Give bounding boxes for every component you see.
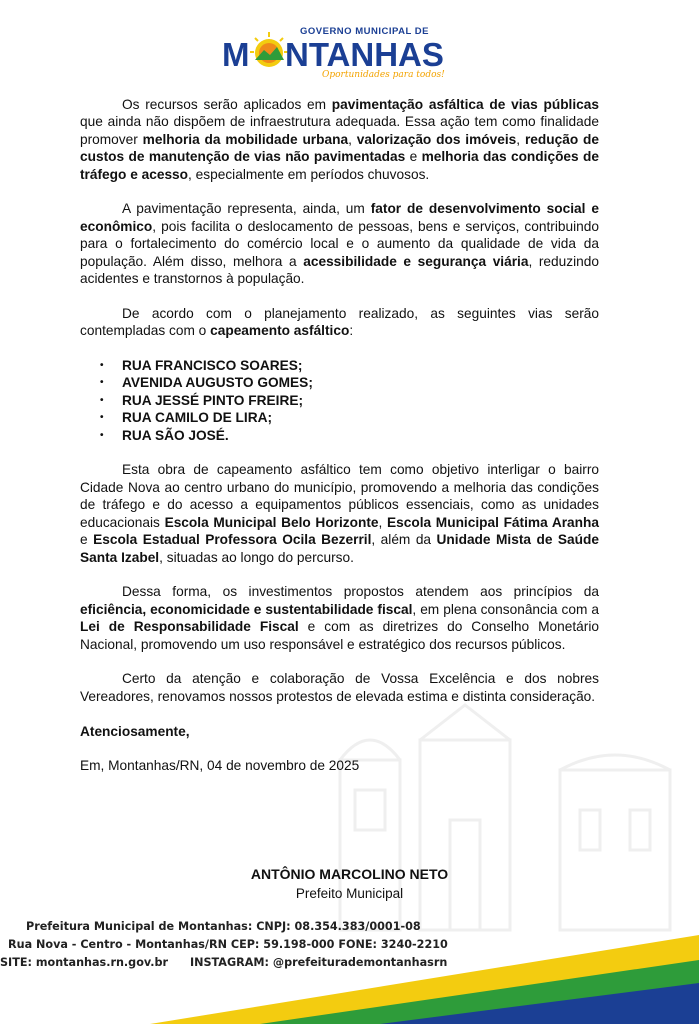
- text-run: , especialmente em períodos chuvosos.: [188, 166, 430, 182]
- bold-text: acessibilidade e segurança viária: [303, 253, 529, 269]
- municipal-logo: [222, 22, 454, 80]
- logo-slogan: Oportunidades para todos!: [322, 70, 445, 80]
- text-run: ,: [516, 131, 525, 147]
- list-item: • RUA FRANCISCO SOARES;: [100, 357, 599, 374]
- signatory-role: Prefeito Municipal: [295, 886, 404, 901]
- footer-instagram-link[interactable]: INSTAGRAM: @prefeiturademontanhasrn: [189, 956, 448, 969]
- text-run: que ainda não dispõem de infraestrutura adequada. Essa ação tem como finalidade promover: [80, 114, 599, 147]
- bold-text: Escola Municipal Belo Horizonte: [164, 514, 379, 530]
- bold-text: valorização dos imóveis: [356, 131, 517, 147]
- list-item: • RUA JESSÉ PINTO FREIRE;: [100, 392, 599, 409]
- signatory-name: ANTÔNIO MARCOLINO NETO: [250, 866, 449, 882]
- text-run: , pois facilita o deslocamento de pessoas, bens e serviços, contribuindo para o fortalecimento do comércio local e o aumento da qualidade de vida da população. Além disso, melhora a: [80, 218, 599, 269]
- text-run: :: [349, 323, 354, 339]
- bold-text: Escola Municipal Fátima Aranha: [387, 514, 599, 530]
- paragraph-1: [80, 96, 599, 183]
- text-run: Dessa forma, os investimentos propostos atendem aos princípios da: [122, 584, 599, 600]
- text-run: , em plena consonância com a: [412, 601, 599, 617]
- text-run: De acordo com o planejamento realizado, as seguintes vias serão contempladas com o: [80, 305, 599, 339]
- closing-greeting: Atenciosamente,: [80, 723, 190, 739]
- footer-address: Rua Nova - Centro - Montanhas/RN CEP: 59.198-000 FONE: 3240-2210: [8, 938, 448, 951]
- list-item: • RUA CAMILO DE LIRA;: [100, 409, 599, 426]
- text-run: A pavimentação representa, ainda, um: [122, 201, 371, 217]
- bold-text: Escola Estadual Professora Ocila Bezerril: [93, 532, 372, 548]
- bold-text: Unidade Mista de Saúde Santa Izabel: [80, 532, 599, 565]
- text-run: , situadas ao longo do percurso.: [159, 549, 354, 565]
- bold-text: redução de custos de manutenção de vias não pavimentadas: [80, 131, 599, 165]
- logo-name-m: M: [222, 36, 250, 73]
- paragraph-5: [80, 583, 599, 653]
- text-run: Os recursos serão aplicados em: [122, 97, 332, 112]
- sun-mountain-icon: [250, 32, 288, 67]
- footer-site-link[interactable]: SITE: montanhas.rn.gov.br: [0, 956, 169, 969]
- list-item: • AVENIDA AUGUSTO GOMES;: [100, 374, 599, 391]
- text-run: , além da: [371, 532, 437, 548]
- text-run: e: [405, 149, 422, 165]
- text-run: ,: [348, 131, 357, 147]
- street-list: [80, 357, 599, 444]
- footer-cnpj: Prefeitura Municipal de Montanhas: CNPJ: 08.354.383/0001-08: [26, 920, 421, 933]
- paragraph-3: [80, 305, 599, 340]
- logo-name-rest: NTANHAS: [285, 36, 444, 73]
- bold-text: capeamento asfáltico: [210, 323, 350, 339]
- text-run: Esta obra de capeamento asfáltico tem como objetivo interligar o bairro Cidade Nova ao centro urbano do município, promovendo a melhoria das condições de tráfego e do acesso a equipamentos públicos essenciais, como as unidades educacionais: [80, 462, 599, 530]
- text-run: e com as diretrizes do Conselho Monetário Nacional, promovendo um uso responsável e estratégico dos recursos públicos.: [80, 619, 599, 652]
- paragraph-4: [80, 461, 599, 565]
- text-run: e: [80, 532, 94, 548]
- logo-top-text: GOVERNO MUNICIPAL DE: [300, 26, 429, 37]
- text-run: Certo da atenção e colaboração de Vossa Excelência e dos nobres Vereadores, renovamos nossos protestos de elevada estima e distinta consideração.: [80, 671, 599, 704]
- bold-text: pavimentação asfáltica de vias públicas: [331, 97, 599, 112]
- footer-contact: [0, 918, 448, 972]
- bold-text: eficiência, economicidade e sustentabilidade fiscal: [80, 601, 413, 617]
- text-run: , reduzindo acidentes e transtornos à população.: [80, 253, 599, 287]
- bold-text: Lei de Responsabilidade Fiscal: [80, 619, 299, 635]
- place-date: Em, Montanhas/RN, 04 de novembro de 2025: [80, 758, 360, 774]
- bold-text: melhoria das condições de tráfego e acesso: [80, 149, 600, 182]
- paragraph-6: [80, 670, 599, 705]
- text-run: ,: [378, 514, 388, 530]
- list-item: • RUA SÃO JOSÉ.: [100, 427, 599, 444]
- bold-text: melhoria da mobilidade urbana: [142, 131, 349, 147]
- bold-text: fator de desenvolvimento social e econômico: [80, 201, 599, 234]
- letter-body: [80, 96, 599, 775]
- paragraph-2: [80, 200, 599, 287]
